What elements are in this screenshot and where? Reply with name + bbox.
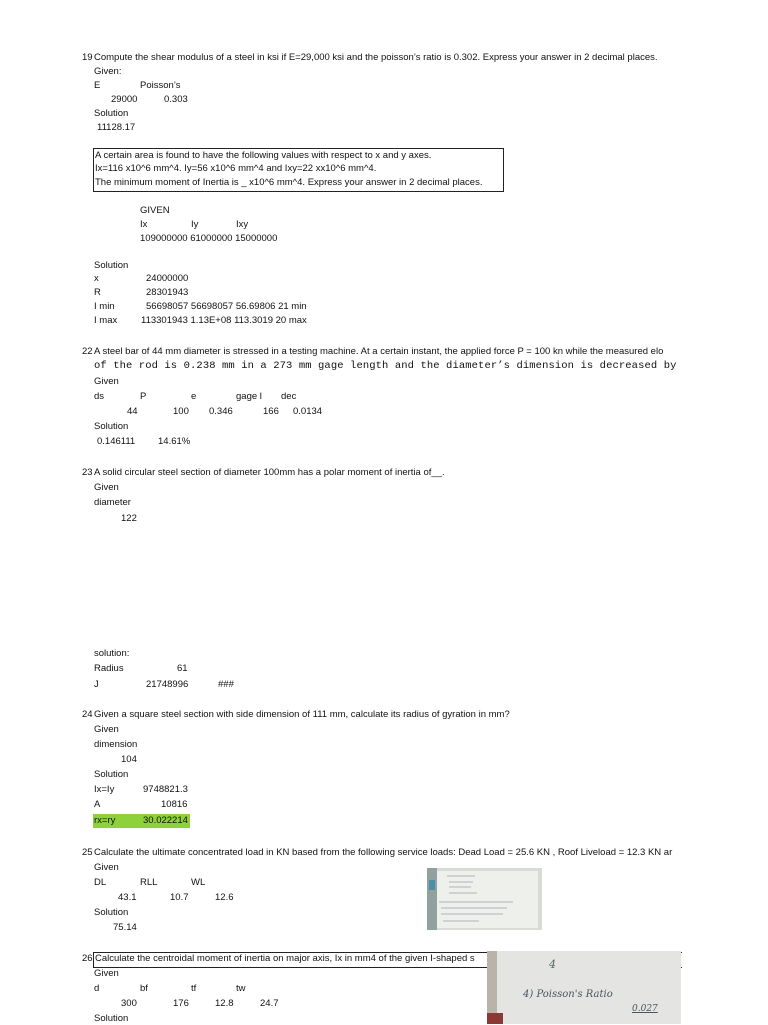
q25-number: 25 bbox=[82, 847, 93, 858]
q19-value-e: 29000 bbox=[111, 94, 138, 105]
q24-rx-value: 30.022214 bbox=[143, 815, 188, 826]
q25-question: Calculate the ultimate concentrated load in KN based from the following service loads: Dead Load = 25.6 KN , Roof Liveload = 12.3 KN ar bbox=[94, 847, 673, 858]
q26-header-d: d bbox=[94, 983, 100, 994]
q23-j-label: J bbox=[94, 679, 99, 690]
q22-value-dec: 0.0134 bbox=[293, 406, 323, 417]
q22-question-continued: of the rod is 0.238 mm in a 273 mm gage length and the diameter’s dimension is decreased by bbox=[94, 360, 677, 372]
q24-solution-label: Solution bbox=[94, 769, 129, 780]
notes-photo-thumbnail bbox=[427, 868, 542, 930]
q23-radius-value: 61 bbox=[177, 663, 188, 674]
q22-header-dec: dec bbox=[281, 391, 297, 402]
q19-header-e: E bbox=[94, 80, 101, 91]
q19-number: 19 bbox=[82, 52, 93, 63]
q22-value-ds: 44 bbox=[127, 406, 138, 417]
q20-solution-label: Solution bbox=[94, 260, 129, 271]
q20-x-value: 24000000 bbox=[146, 273, 189, 284]
q22-header-gage: gage l bbox=[236, 391, 262, 402]
q26-solution-label: Solution bbox=[94, 1013, 129, 1024]
q26-value-d: 300 bbox=[121, 998, 137, 1009]
q24-number: 24 bbox=[82, 709, 93, 720]
q20-r-label: R bbox=[94, 287, 101, 298]
q24-ix-label: Ix=Iy bbox=[94, 784, 115, 795]
q26-question: Calculate the centroidal moment of inertia on major axis, Ix in mm4 of the given I-shaped s bbox=[95, 953, 475, 964]
q24-ix-value: 9748821.3 bbox=[143, 784, 188, 795]
q26-value-tf: 12.8 bbox=[215, 998, 234, 1009]
q20-question-line-2: Ix=116 x10^6 mm^4. Iy=56 x10^6 mm^4 and Ixy=22 xx10^6 mm^4. bbox=[95, 163, 377, 174]
q22-header-ds: ds bbox=[94, 391, 105, 402]
q20-given-label: GIVEN bbox=[140, 205, 170, 216]
q20-imax-label: I max bbox=[94, 315, 118, 326]
q20-question-line-3: The minimum moment of Inertia is _ x10^6 mm^4. Express your answer in 2 decimal places. bbox=[95, 177, 483, 188]
q23-given-label: Given bbox=[94, 482, 119, 493]
q22-solution-value-2: 14.61% bbox=[158, 436, 191, 447]
q25-solution-label: Solution bbox=[94, 907, 129, 918]
q25-value-dl: 43.1 bbox=[118, 892, 137, 903]
q20-header-ix: Ix bbox=[140, 219, 148, 230]
q20-x-label: x bbox=[94, 273, 99, 284]
q19-solution-label: Solution bbox=[94, 108, 129, 119]
q23-solution-label: solution: bbox=[94, 648, 130, 659]
notes-photo-image bbox=[427, 868, 542, 930]
q26-header-bf: bf bbox=[140, 983, 148, 994]
q22-value-e: 0.346 bbox=[209, 406, 233, 417]
q22-solution-value-1: 0.146111 bbox=[97, 436, 136, 447]
q23-radius-label: Radius bbox=[94, 663, 124, 674]
q24-rx-label: rx=ry bbox=[94, 815, 116, 826]
q19-answer: 11128.17 bbox=[97, 122, 136, 133]
q25-header-dl: DL bbox=[94, 877, 107, 888]
q25-header-rll: RLL bbox=[140, 877, 158, 888]
q24-a-value: 10816 bbox=[161, 799, 188, 810]
q19-value-poisson: 0.303 bbox=[164, 94, 188, 105]
q19-question: Compute the shear modulus of a steel in ksi if E=29,000 ksi and the poisson’s ratio is 0.302. Express your answer in 2 decimal places. bbox=[94, 52, 658, 63]
q25-value-rll: 10.7 bbox=[170, 892, 189, 903]
q22-number: 22 bbox=[82, 346, 93, 357]
q26-header-tw: tw bbox=[236, 983, 246, 994]
q24-question: Given a square steel section with side dimension of 111 mm, calculate its radius of gyration in mm? bbox=[94, 709, 510, 720]
q20-r-value: 28301943 bbox=[146, 287, 189, 298]
q22-given-label: Given bbox=[94, 376, 119, 387]
q25-value-wl: 12.6 bbox=[215, 892, 234, 903]
q26-number: 26 bbox=[82, 953, 93, 964]
q24-value-dimension: 104 bbox=[121, 754, 137, 765]
q22-question: A steel bar of 44 mm diameter is stressed in a testing machine. At a certain instant, the applied force P = 100 kn while the measured elo bbox=[94, 346, 664, 357]
q26-header-tf: tf bbox=[191, 983, 197, 994]
q20-question-line-1: A certain area is found to have the following values with respect to x and y axes. bbox=[95, 150, 432, 161]
q19-header-poisson: Poisson’s bbox=[140, 80, 181, 91]
q20-imax-values: 113301943 1.13E+08 113.3019 20 max bbox=[141, 315, 307, 326]
q20-header-ixy: Ixy bbox=[236, 219, 249, 230]
q22-value-p: 100 bbox=[173, 406, 189, 417]
q24-a-label: A bbox=[94, 799, 101, 810]
q23-header-diameter: diameter bbox=[94, 497, 131, 508]
q24-given-label: Given bbox=[94, 724, 119, 735]
q20-header-iy: Iy bbox=[191, 219, 199, 230]
q23-j-value: 21748996 bbox=[146, 679, 189, 690]
q25-answer: 75.14 bbox=[113, 922, 137, 933]
q19-given-label: Given: bbox=[94, 66, 122, 77]
q23-j-overflow: ### bbox=[218, 679, 234, 690]
handwritten-notes-photo bbox=[487, 951, 681, 1024]
handwritten-line-1: 4 bbox=[549, 958, 556, 971]
q23-value-diameter: 122 bbox=[121, 513, 137, 524]
q22-header-p: P bbox=[140, 391, 147, 402]
handwritten-line-2: 4) Poisson's Ratio bbox=[523, 989, 613, 1000]
q24-header-dimension: dimension bbox=[94, 739, 138, 750]
q23-question: A solid circular steel section of diameter 100mm has a polar moment of inertia of__. bbox=[94, 467, 445, 478]
handwritten-line-3: 0.027 bbox=[632, 1004, 658, 1014]
q22-value-gage: 166 bbox=[263, 406, 279, 417]
q20-imin-label: I min bbox=[94, 301, 115, 312]
q26-given-label: Given bbox=[94, 968, 119, 979]
q26-value-tw: 24.7 bbox=[260, 998, 279, 1009]
q25-header-wl: WL bbox=[191, 877, 206, 888]
q20-imin-values: 56698057 56698057 56.69806 21 min bbox=[146, 301, 307, 312]
q20-given-values: 109000000 61000000 15000000 bbox=[140, 233, 278, 244]
q23-number: 23 bbox=[82, 467, 93, 478]
q22-solution-label: Solution bbox=[94, 421, 129, 432]
q22-header-e: e bbox=[191, 391, 197, 402]
q26-value-bf: 176 bbox=[173, 998, 189, 1009]
q25-given-label: Given bbox=[94, 862, 119, 873]
